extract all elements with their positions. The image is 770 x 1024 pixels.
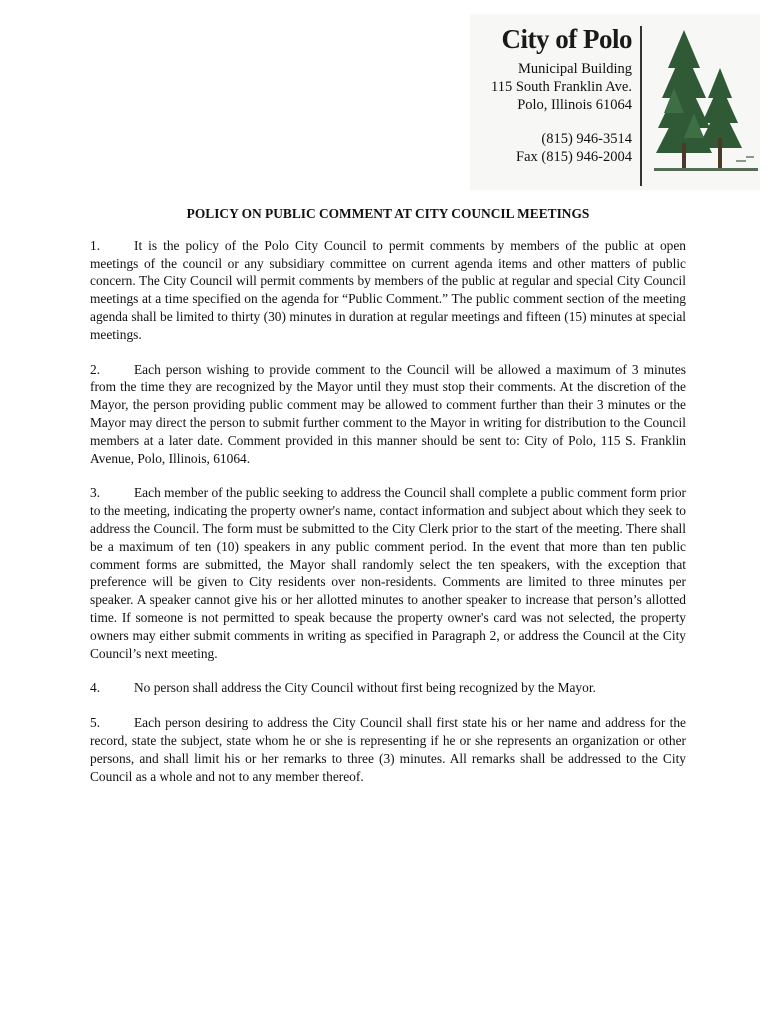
paragraph-text: It is the policy of the Polo City Council to permit comments by members of the public at open meetings of the council or any subsidiary committee on current agenda items and other matters of public concern. The City Council will permit comments by members of the public at regular and special City Council meetings at a time specified on the agenda for “Public Comment.” The public comment section of the meeting agenda shall be limited to thirty (30) minutes in duration at regular meetings and fifteen (15) minutes at special meetings. (90, 237, 686, 342)
paragraph-2 (90, 361, 686, 468)
paragraph-text: Each person desiring to address the City Council shall first state his or her name and address for the record, state the subject, state whom he or she is representing if he or she represents an organization or other persons, and shall limit his or her remarks to three (3) minutes. All remarks shall be addressed to the City Council as a whole and not to any member thereof. (90, 715, 686, 784)
letterhead (470, 14, 760, 190)
paragraph-3 (90, 484, 686, 662)
policy-document (90, 205, 686, 802)
fax-number: Fax (815) 946-2004 (516, 149, 632, 165)
address-line-2: 115 South Franklin Ave. (491, 79, 632, 95)
letterhead-divider (640, 26, 642, 186)
phone-number: (815) 946-3514 (541, 131, 632, 147)
city-name: City of Polo (501, 24, 632, 54)
paragraph-1 (90, 237, 686, 344)
pine-tree-icon (654, 28, 758, 178)
paragraph-4 (90, 679, 686, 697)
paragraph-number: 5. (90, 715, 101, 731)
paragraph-text: Each member of the public seeking to address the Council shall complete a public comment form prior to the meeting, indicating the property owner's name, contact information and subject about which they seek to address the Council. The form must be submitted to the City Clerk prior to the start of the meeting. There shall be a maximum of ten (10) speakers in any public comment period. In the event that more than ten public comment forms are submitted, the Mayor shall randomly select the ten speakers, with the exception that preference will be given to City residents over non-residents. Comments are limited to three minutes per speaker. A speaker cannot give his or her allotted minutes to another speaker to increase that person’s allotted time. If someone is not permitted to speak because the property owner's card was not selected, the property owners may either submit comments in writing as specified in Paragraph 2, or address the Council at the City Council’s next meeting. (90, 485, 686, 661)
paragraph-number: 4. (90, 680, 101, 696)
paragraph-text: No person shall address the City Council without first being recognized by the Mayor. (134, 680, 596, 696)
paragraph-5 (90, 714, 686, 785)
paragraph-number: 1. (90, 237, 101, 253)
letterhead-text (491, 22, 632, 166)
paragraph-number: 2. (90, 361, 101, 377)
paragraph-number: 3. (90, 485, 101, 501)
document-title: POLICY ON PUBLIC COMMENT AT CITY COUNCIL MEETINGS (186, 206, 590, 221)
address-line-3: Polo, Illinois 61064 (517, 97, 632, 113)
paragraph-text: Each person wishing to provide comment to the Council will be allowed a maximum of 3 minutes from the time they are recognized by the Mayor until they must stop their comments. At the discretion of the Mayor, the person providing public comment may be allowed to comment further than their 3 minutes or the Mayor may direct the person to submit further comment to the Mayor in writing for distribution to the Council members at a later date. Comment provided in this manner should be sent to: City of Polo, 115 S. Franklin Avenue, Polo, Illinois, 61064. (90, 361, 686, 466)
address-line-1: Municipal Building (518, 61, 632, 77)
